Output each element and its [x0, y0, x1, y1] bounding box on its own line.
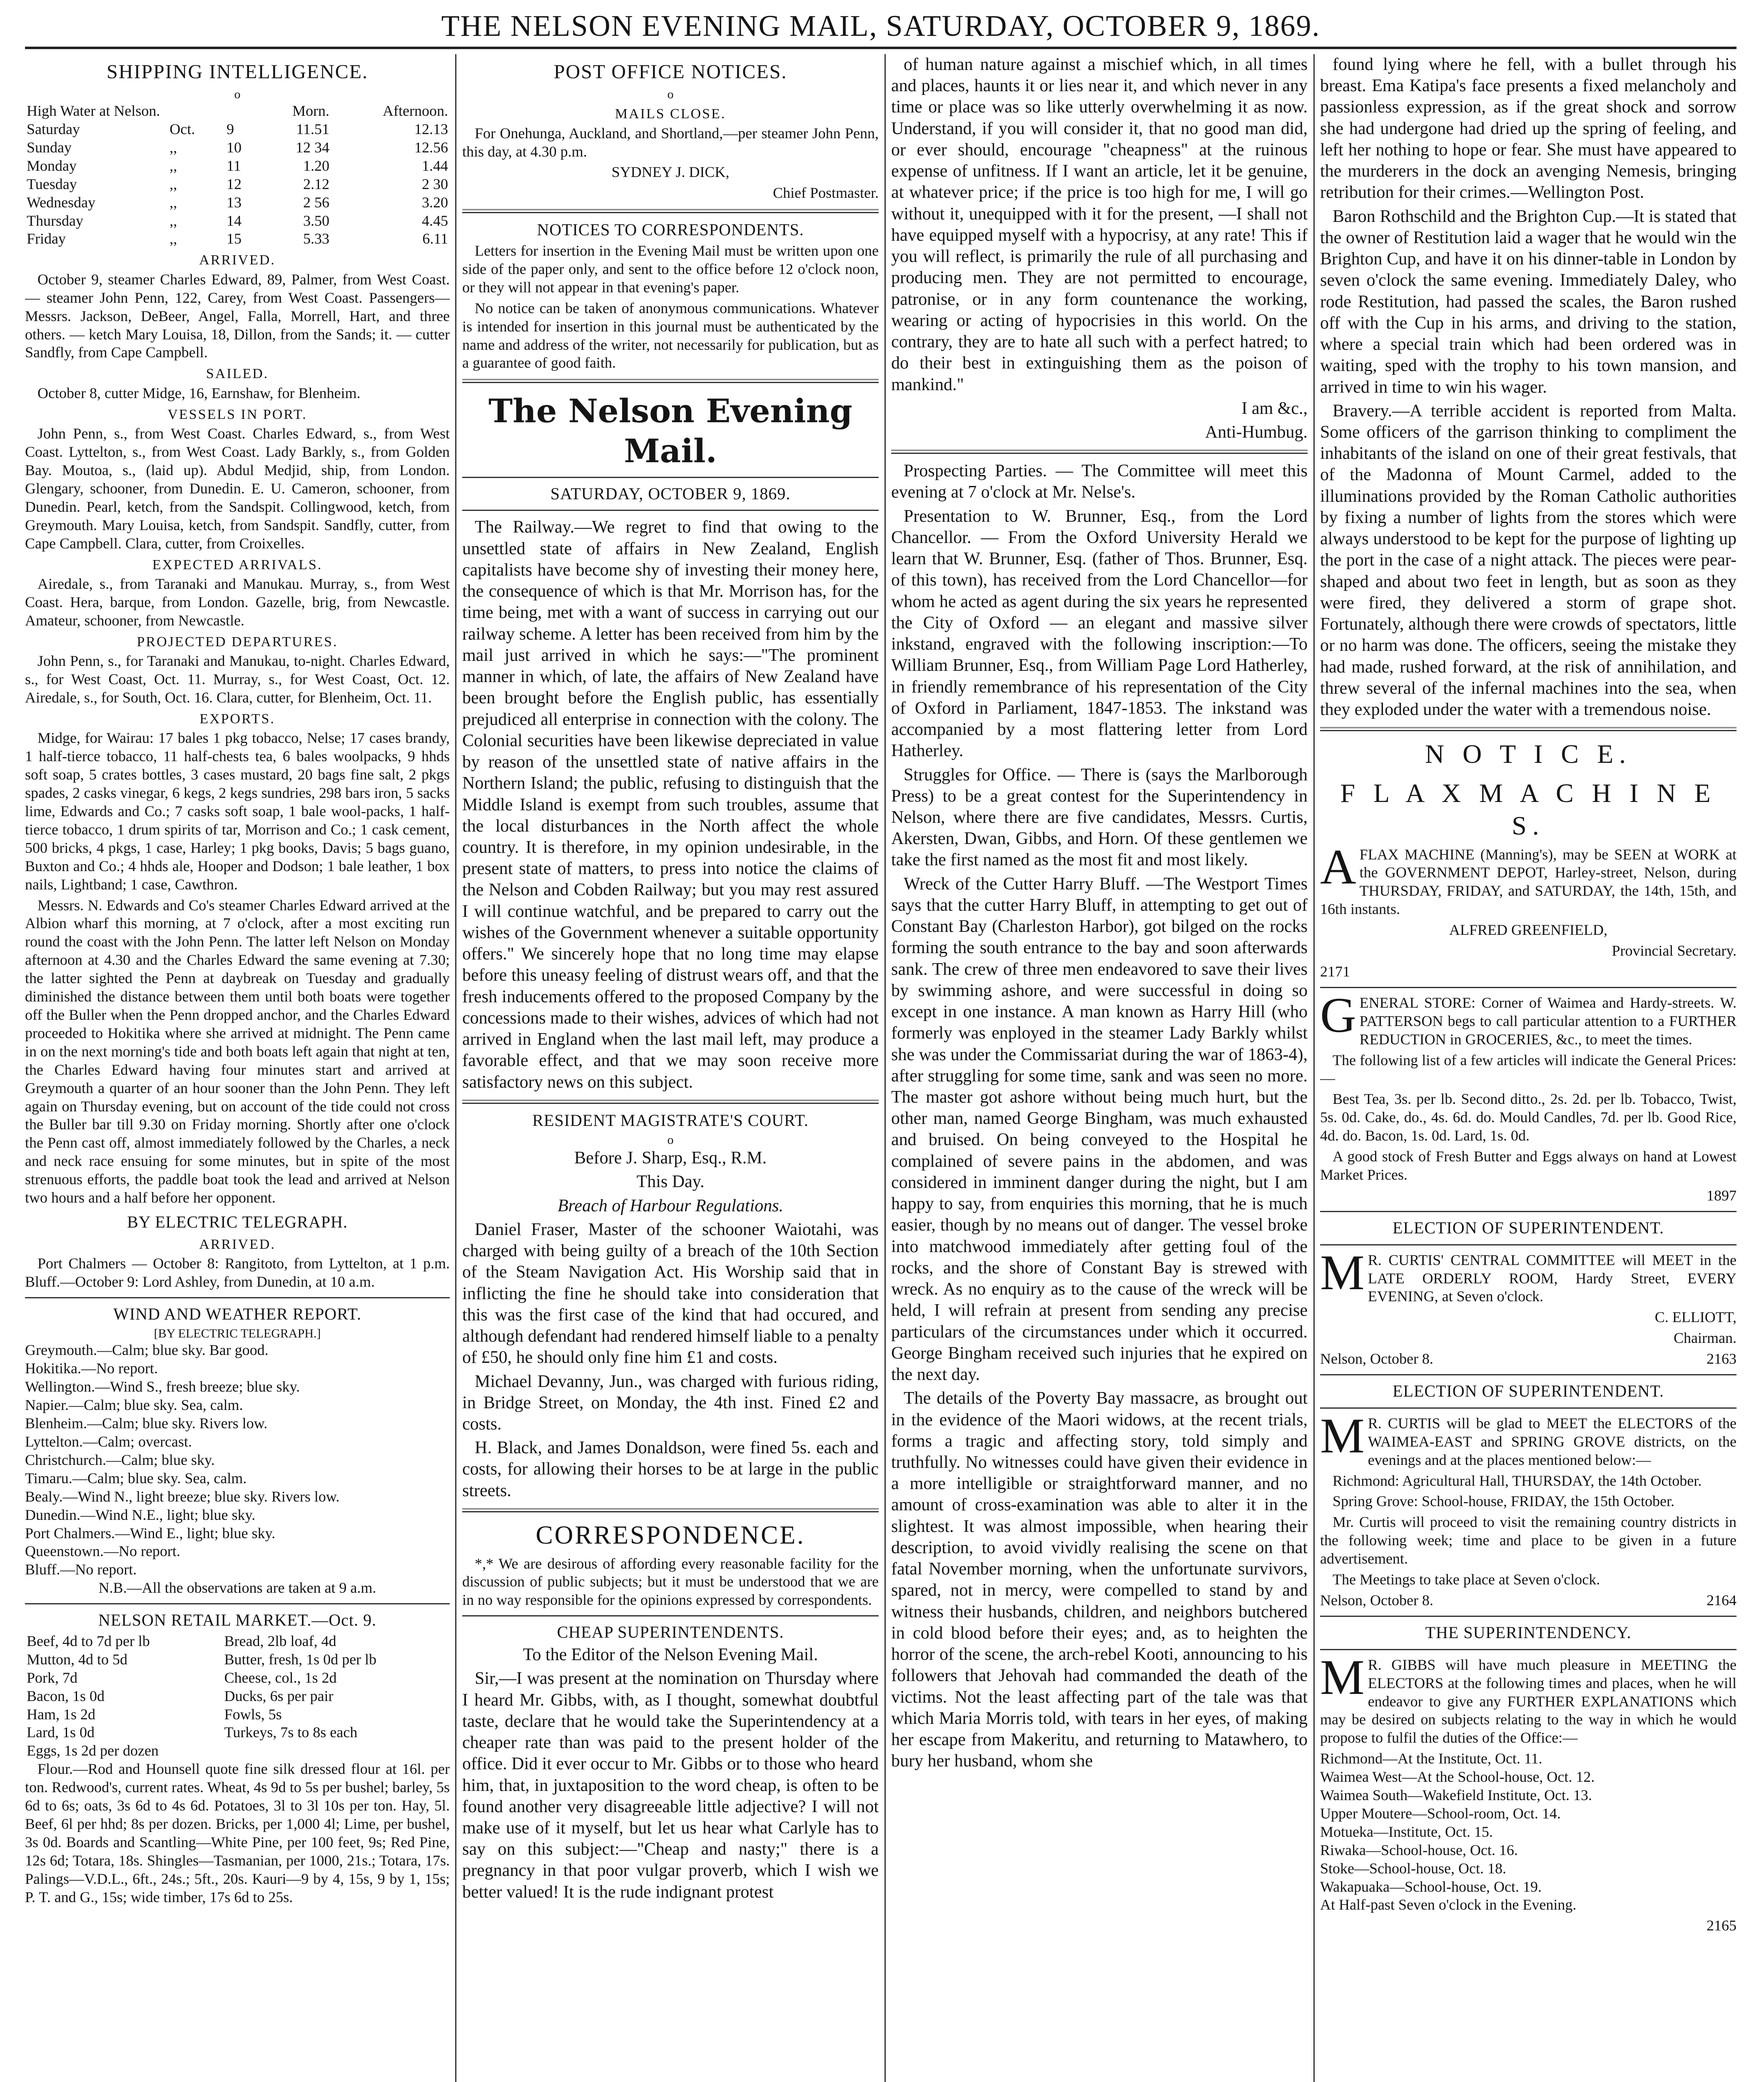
exports-heading: EXPORTS. — [199, 711, 275, 727]
weather-line: Christchurch.—Calm; blue sky. — [25, 1451, 215, 1468]
divider — [462, 1100, 879, 1104]
paper-date: SATURDAY, OCTOBER 9, 1869. — [550, 484, 791, 503]
weather-list — [25, 1341, 450, 1597]
flax-title: F L A X M A C H I N E S. — [1340, 778, 1717, 841]
divider — [462, 209, 879, 213]
election-ad: MR. CURTIS' CENTRAL COMMITTEE will MEET in the LATE ORDERLY ROOM, Hardy Street, EVERY EVENING, at Seven o'clock. — [1320, 1244, 1737, 1305]
court-case: H. Black, and James Donaldson, were fined 5s. each and costs, for allowing their horses to be at large in the public streets. — [462, 1438, 879, 1500]
notices-title: NOTICES TO CORRESPONDENTS. — [537, 220, 804, 239]
mails-heading: MAILS CLOSE. — [615, 106, 726, 122]
tide-row: Thursday ,, 14 3.50 4.45 — [27, 212, 448, 229]
market-row: Ham, 1s 2d Fowls, 5s — [27, 1706, 282, 1723]
court-title: RESIDENT MAGISTRATE'S COURT. — [532, 1111, 809, 1130]
ornament: o — [667, 87, 674, 101]
telegraph-text: Port Chalmers — October 8: Rangitoto, from Lyttelton, at 1 p.m. Bluff.—October 9: Lord Ashley, from Dunedin, at 10 a.m. — [25, 1255, 450, 1290]
ad-number: 2171 — [1320, 963, 1350, 980]
flax-sign: ALFRED GREENFIELD, — [1449, 921, 1607, 939]
store-ad: GENERAL STORE: Corner of Waimea and Hardy-streets. W. PATTERSON begs to call particular attention to a FURTHER REDUCTION in GROCERIES, &c., to meet the times. — [1320, 987, 1737, 1048]
post-sign: SYDNEY J. DICK, — [611, 164, 730, 181]
masthead-rule — [25, 47, 1737, 49]
paper-nameplate: The Nelson Evening Mail. — [488, 392, 852, 470]
weather-note: N.B.—All the observations are taken at 9 a.m. — [98, 1579, 376, 1596]
notices-p2: No notice can be taken of anonymous communications. Whatever is intended for insertion in this journal must be authenticated by the name and address of the writer, not necessarily for publication, but as a guarantee of good faith. — [462, 299, 879, 371]
weather-line: Timaru.—Calm; blue sky. Sea, calm. — [25, 1469, 247, 1487]
expected-text: Airedale, s., from Taranaki and Manukau. Murray, s., from West Coast. Hera, barque, from London. Gazelle, brig, from Newcastle. Amateur, schooner, from Newcastle. — [25, 575, 450, 629]
news-item: Prospecting Parties. — The Committee will meet this evening at 7 o'clock at Mr. Nelse's. — [891, 461, 1308, 502]
meeting-item: Motueka—Institute, Oct. 15. — [1320, 1823, 1493, 1840]
weather-line: Bealy.—Wind N., light breeze; blue sky. Rivers low. — [25, 1488, 340, 1505]
meeting-item: Waimea West—At the School-house, Oct. 12. — [1320, 1768, 1595, 1786]
flax-ad: AFLAX MACHINE (Manning's), may be SEEN at WORK at the GOVERNMENT DEPOT, Harley-street, Nelson, during THURSDAY, FRIDAY, and SATURDAY, the 14th, 15th, and 16th instants. — [1320, 839, 1737, 918]
news-item: Baron Rothschild and the Brighton Cup.—It is stated that the owner of Restitution laid a wager that he would win the Brighton Cup, and have it on his dinner-table in London by seven o'clock the same evening. Immediately Daley, who rode Restitution, had passed the scales, the Baron rushed off with the Cup in his arms, and driving to the station, where a special train which had been ordered was in waiting, sped with the trophy to his town mansion, and arrived in time to win his wager. — [1320, 207, 1737, 397]
flax-role: Provincial Secretary. — [1612, 942, 1737, 959]
news-item: found lying where he fell, with a bullet through his breast. Ema Katipa's face presents a fixed melancholy and passionless expression, as if the great shock and sorrow she had undergone had dried up the spring of feeling, and left her nothing to hope or fear. She must have appeared to the murderers in the dock an avenging Nemesis, bringing retribution for their crimes.—Wellington Post. — [1320, 55, 1737, 202]
market-title: NELSON RETAIL MARKET.—Oct. 9. — [98, 1611, 376, 1630]
news-item: Bravery.—A terrible accident is reported from Malta. Some officers of the garrison thinking to compliment the inhabitants of the island on one of their great festivals, that of the Madonna of Mount Carmel, added to the illuminations provided by the Roman Catholic authorities by fixing a number of lights from the stores which were always understood to be kept for the purpose of lighting up the port in the case of a night attack. The pieces were pear-shaped and about two feet in length, but as soon as they were fired, they delivered a storm of grape shot. Fortunately, although there were crowds of spectators, little or no harm was done. The officers, seeing the mistake they had made, rushed forward, at the risk of annihilation, and threw several of the infernal machines into the sea, when they exploded under the water with a tremendous noise. — [1320, 401, 1737, 720]
letter-body: Sir,—I was present at the nomination on Thursday where I heard Mr. Gibbs, with, as I thought, somewhat doubtful taste, declare that he would take the Superintendency at a cheaper rate than was paid to the present holder of the office. Did it ever occur to Mr. Gibbs or to those who heard him, that, in juxtaposition to the word cheap, is often to be found another very disagreeable little adjective? I will not make use of it myself, but let us hear what Carlyle has to say on this subject:—"Cheap and nasty;" there is a pregnancy in that poor vulgar proverb, which I wish we better valued! It is the rude indignant protest — [462, 1669, 879, 1902]
post-text: For Onehunga, Auckland, and Shortland,—per steamer John Penn, this day, at 4.30 p.m. — [462, 125, 879, 160]
market-row: Lard, 1s 0d Turkeys, 7s to 8s each — [27, 1724, 358, 1741]
news-item: Presentation to W. Brunner, Esq., from the Lord Chancellor. — From the Oxford University Herald we learn that W. Brunner, Esq. (father of Thos. Brunner, Esq. of this town), has received from the Lord Chancellor—for whom he acted as agent during the six years he represented the City of Oxford — an elegant and massive silver inkstand, engraved with the following inscription:—To William Brunner, Esq., from William Page Lord Hatherley, in friendly remembrance of his representation of the City of Oxford in Parliament, 1847-1853. The inkstand was accompanied by a most flattering letter from Lord Hatherley. — [891, 506, 1308, 761]
store-foot: A good stock of Fresh Butter and Eggs always on hand at Lowest Market Prices. — [1320, 1148, 1737, 1183]
election-title: ELECTION OF SUPERINTENDENT. — [1393, 1218, 1664, 1237]
weather-line: Napier.—Calm; blue sky. Sea, calm. — [25, 1397, 243, 1414]
weather-line: Hokitika.—No report. — [25, 1360, 158, 1377]
election-title: ELECTION OF SUPERINTENDENT. — [1393, 1382, 1664, 1401]
exports-text: Midge, for Wairau: 17 bales 1 pkg tobacco, Nelse; 17 cases brandy, 1 half-tierce tobacco, 11 half-chests tea, 6 bales woolpacks, 9 hhds soft soap, 5 crates bottles, 3 cases mustard, 20 bags fine salt, 2 pkgs spades, 2 casks vinegar, 6 kegs, 2 kegs sundries, 298 bars iron, 5 sacks lime, Edwards and Co.; 7 casks soft soap, 1 bale wool-packs, 1 half-tierce tobacco, 1 drum spirits of tar, Morrison and Co.; 1 cask cement, 500 bricks, 4 pkgs, 1 case, Harley; 1 pkg books, Davis; 5 bags guano, Buxton and Co.; 4 hhds ale, Hooper and Dodson; 1 bale leather, 1 box nails, Lightband; 1 case, Cawthron. — [25, 730, 450, 893]
column-2 — [462, 54, 879, 2082]
tide-row: Wednesday ,, 13 2 56 3.20 — [27, 194, 448, 211]
election-place: Richmond: Agricultural Hall, THURSDAY, the 14th October. — [1333, 1472, 1702, 1489]
store-list-intro: The following list of a few articles will indicate the General Prices:— — [1320, 1051, 1737, 1087]
tide-row: Sunday ,, 10 12 34 12.56 — [27, 139, 448, 156]
superintendency-title: THE SUPERINTENDENCY. — [1425, 1623, 1632, 1642]
election-note: Mr. Curtis will proceed to visit the remaining country districts in the following week; time and place to be given in a future advertisement. — [1320, 1514, 1737, 1567]
telegraph-arrived: ARRIVED. — [199, 1236, 276, 1252]
weather-line: Dunedin.—Wind N.E., light; blue sky. — [25, 1506, 256, 1523]
ornament: o — [234, 87, 241, 101]
court-day: This Day. — [636, 1172, 705, 1192]
letter-sign: I am &c., — [1241, 398, 1308, 418]
divider — [462, 1508, 879, 1512]
ornament: o — [667, 1133, 674, 1147]
divider — [1320, 1616, 1737, 1617]
notices-p1: Letters for insertion in the Evening Mail must be written upon one side of the paper only, and sent to the office before 12 o'clock noon, or they will not appear in that evening's paper. — [462, 242, 879, 296]
tide-row: Friday ,, 15 5.33 6.11 — [27, 230, 448, 247]
meeting-item: Stoke—School-house, Oct. 18. — [1320, 1860, 1506, 1877]
meeting-list — [1320, 1750, 1737, 1896]
tide-header: Morn. — [292, 102, 329, 120]
post-title: POST OFFICE NOTICES. — [553, 61, 787, 83]
ad-number: 2165 — [1707, 1917, 1737, 1934]
weather-line: Blenheim.—Calm; blue sky. Rivers low. — [25, 1415, 268, 1432]
sailed-text: October 8, cutter Midge, 16, Earnshaw, for Blenheim. — [37, 384, 361, 401]
sailed-heading: SAILED. — [206, 366, 269, 382]
store-prices: Best Tea, 3s. per lb. Second ditto., 2s. 2d. per lb. Tobacco, Twist, 5s. 0d. Cake, do., 4s. 6d. do. Mould Candles, 7d. per lb. Good Rice, 4d. do. Bacon, 1s. 0d. Lard, 1s. 0d. — [1320, 1091, 1737, 1144]
correspondence-note: *,* We are desirous of affording every reasonable facility for the discussion of public subjects; but it must be understood that we are in no way responsible for the opinions expressed by correspondents. — [462, 1555, 879, 1609]
meeting-item: Riwaka—School-house, Oct. 16. — [1320, 1841, 1518, 1858]
election-role: Chairman. — [1674, 1330, 1737, 1347]
market-text: Flour.—Rod and Hounsell quote fine silk dressed flour at 16l. per ton. Redwood's, current rates. Wheat, 4s 9d to 5s per bushel; barley, 5s 6d to 6s; oats, 3s 6d to 4s 6d. Potatoes, 3l to 3l 10s per ton. Hay, 5l. Beef, 6l per hhd; 8s per dozen. Bricks, per 1,000 4l; Lime, per bushel, 3s 0d. Boards and Scantling—White Pine, per 100 feet, 9s; Red Pine, 12s 6d; Totara, 18s. Shingles—Tasmanian, per 1000, 21s.; Totara, 17s. Palings—V.D.L., 6ft., 24s.; 5ft., 20s. Kauri—9 by 4, 15s, 9 by 1, 15s; P. T. and G., 15s; wide timber, 17s 6d to 25s. — [25, 1761, 450, 1905]
column-3 — [891, 54, 1308, 2082]
shipping-report: Messrs. N. Edwards and Co's steamer Charles Edward arrived at the Albion wharf this morning, at 7 o'clock, after a most exciting run round the coast with the John Penn. The latter left Nelson on Monday afternoon at 4.30 and the Charles Edward the same evening at 7.30; the latter sighted the Penn at daybreak on Tuesday and gradually diminished the distance between them until both boats were together off the Buller when the Penn dropped anchor, and the Charles Edward proceeded to Hokitika where she arrived at midnight. The Penn came in on the next morning's tide and both boats left again that night at ten, the Charles Edward having four minutes start and arrived at Greymouth a quarter of an hour sooner than the John Penn. They left again on Thursday evening, but on account of the tide could not cross the Buller bar till 9.30 on Friday morning. Shortly after one o'clock the Penn cast off, almost immediately followed by the Charles, a neck and neck race ensuing for some minutes, but in spite of the most strenuous efforts, the paddle boat took the lead and arrived at Nelson two hours and a half before her opponent. — [25, 897, 450, 1206]
election-sign: C. ELLIOTT, — [1654, 1309, 1737, 1326]
divider — [1320, 727, 1737, 731]
meeting-item: Waimea South—Wakefield Institute, Oct. 13. — [1320, 1787, 1592, 1804]
vessels-heading: VESSELS IN PORT. — [167, 406, 307, 422]
divider — [1320, 987, 1737, 988]
weather-line: Greymouth.—Calm; blue sky. Bar good. — [25, 1342, 269, 1359]
news-item: Struggles for Office. — There is (says the Marlborough Press) to be a great contest for the Superintendency in Nelson, where there are five candidates, Messrs. Curtis, Akersten, Dwan, Gibbs, and Horn. Of these gentlemen we take the first named as the most fit and most likely. — [891, 765, 1308, 870]
weather-line: Bluff.—No report. — [25, 1561, 137, 1578]
leader-article: The Railway.—We regret to find that owing to the unsettled state of affairs in New Zealand, English capitalists have become shy of investing their money here, the consequence of which is that Mr. Morrison has, for the time being, met with a want of success in carrying out our railway scheme. A letter has been received from him by the mail just arrived in which he says:—"The prominent manner in which, of late, the affairs of New Zealand have been brought before the English public, has essentially prejudiced all enterprise in connection with the colony. The Colonial securities have been likewise depreciated in value by reason of the unsettled state of native affairs in the Northern Island; the public, refusing to distinguish that the Middle Island is exempt from such troubles, assume that the local disturbances in the North affect the whole country. It is therefore, in my opinion undesirable, in the present state of matters, to press into notice the claims of the Nelson and Cobden Railway; but you may rest assured I will continue watchful, and be prepared to carry out the wishes of the Government whenever a suitable opportunity offers." We sincerely hope that no long time may elapse before this uneasy feeling of distrust wears off, and that the fresh inducements offered to the proposed Company by the concessions made to their wishes, advices of which had not arrived in England when the last mail left, may produce a favorable effect, and that we may soon receive more satisfactory news on this subject. — [462, 518, 879, 1092]
meeting-item: Wakapuaka—School-house, Oct. 19. — [1320, 1878, 1542, 1895]
telegraph-heading: BY ELECTRIC TELEGRAPH. — [127, 1212, 348, 1231]
arrived-heading: ARRIVED. — [199, 252, 276, 268]
divider — [1320, 1244, 1737, 1245]
ad-number: 1897 — [1707, 1187, 1737, 1204]
market-row: Pork, 7d Cheese, col., 1s 2d — [27, 1669, 337, 1686]
market-row: Bacon, 1s 0d Ducks, 6s per pair — [27, 1687, 334, 1704]
divider — [1320, 1649, 1737, 1650]
weather-line: Queenstown.—No report. — [25, 1543, 180, 1560]
divider — [1320, 1407, 1737, 1409]
election-date: Nelson, October 8. 2164 — [1320, 1591, 1737, 1610]
column-rule — [455, 54, 456, 2082]
column-4 — [1320, 54, 1737, 2082]
tide-header: High Water at Nelson. — [27, 102, 160, 120]
election-ad: MR. CURTIS will be glad to MEET the ELECTORS of the WAIMEA-EAST and SPRING GROVE districts, on the evenings and at the places mentioned below:— — [1320, 1407, 1737, 1468]
tide-table — [25, 102, 450, 248]
superintendency-foot: At Half-past Seven o'clock in the Evening. — [1320, 1896, 1577, 1913]
post-role: Chief Postmaster. — [773, 184, 879, 202]
market-row: Mutton, 4d to 5d Butter, fresh, 1s 0d per lb — [27, 1651, 377, 1668]
letter-to: To the Editor of the Nelson Evening Mail. — [523, 1645, 818, 1665]
correspondence-title: CORRESPONDENCE. — [536, 1521, 805, 1549]
divider — [891, 450, 1308, 454]
arrived-text: October 9, steamer Charles Edward, 89, Palmer, from West Coast. — steamer John Penn, 122, Carey, from West Coast. Passengers—Messrs. Jackson, DeBeer, Angel, Falla, Morrell, Hart, and three others. — ketch Mary Louisa, 18, Dillon, from the Sands; it. — cutter Sandfly, from Cape Campbell. — [25, 271, 450, 361]
shipping-title: SHIPPING INTELLIGENCE. — [107, 61, 368, 83]
news-item: The details of the Poverty Bay massacre, as brought out in the evidence of the Maori widows, at the recent trials, forms a tragic and affecting story, told simply and truthfully. No witnesses could have given their evidence in a more intelligible or straightforward manner, and no amount of cross-examination was able to alter it in the slightest. It was almost impossible, when hearing their description, to avoid vividly realising the scene on that fatal November morning, when the unfortunate survivors, spared, not in mercy, were compelled to stand by and witness their husbands, children, and neighbors butchered in cold blood before their eyes; and, as to heighten the horror of the scene, the arch-rebel Kooti, announcing to his followers that Jehovah had commanded the death of the victims. Not the least affecting part of the tale was that which Maria Morris told, with tears in her eyes, of making her escape from Makeritu, and returning to Matawhero, to bury her husband, whom she — [891, 1389, 1308, 1771]
weather-line: Lyttelton.—Calm; overcast. — [25, 1433, 192, 1450]
divider — [1320, 1374, 1737, 1375]
projected-text: John Penn, s., for Taranaki and Manukau, to-night. Charles Edward, s., for West Coast, Oct. 11. Murray, s., for West Coast, Oct. 12. Airedale, s., for South, Oct. 16. Clara, cutter, for Blenheim, Oct. 11. — [25, 652, 450, 706]
tide-row: Tuesday ,, 12 2.12 2 30 — [27, 175, 448, 192]
weather-line: Port Chalmers.—Wind E., light; blue sky. — [25, 1524, 276, 1542]
news-item: Wreck of the Cutter Harry Bluff. —The Westport Times says that the cutter Harry Bluff, in attempting to get out of Constant Bay (Charleston Harbor), got bilged on the rocks forming the south entrance to the bay and soon afterwards sank. The crew of three men endeavored to save their lives by swimming ashore, and were successful in doing so except in one instance. A man known as Harry Hill (who formerly was enployed in the steamer Lady Barkly whilst she was under the Commissariat during the war of 1863-4), after struggling for some time, sank and was seen no more. The master got ashore without being much hurt, but the other man, named George Bingham, was much exhausted and bruised. On being conveyed to the Hospital he complained of severe pains in the abdomen, and was considered in imminent danger during the night, but I am happy to say, from enquiries this morning, that he is much easier, though by no means out of danger. The vessel broke into matchwood immediately after getting foul of the rocks, and the shore of Constant Bay is strewed with wreck. As no enquiry as to the cause of the wreck will be held, I will refrain at present from sending any precise particulars of the circumstances under which it occurred. George Bingham received such injuries that he expired on the next day. — [891, 874, 1308, 1385]
letter-title: CHEAP SUPERINTENDENTS. — [557, 1623, 784, 1642]
divider — [462, 477, 879, 478]
column-1 — [25, 54, 450, 2082]
divider — [462, 1615, 879, 1616]
column-rule — [1313, 54, 1315, 2082]
meeting-item: Upper Moutere—School-room, Oct. 14. — [1320, 1805, 1561, 1822]
divider — [462, 510, 879, 511]
court-case: Michael Devanny, Jun., was charged with furious riding, in Bridge Street, on Monday, the 4th inst. Fined £2 and costs. — [462, 1372, 879, 1434]
superintendency-ad: MR. GIBBS will have much pleasure in MEETING the ELECTORS at the following times and places, when he will endeavor to give any FURTHER EXPLANATIONS which may be desired on subjects relating to the way in which he would propose to fulfil the duties of the Office:— — [1320, 1649, 1737, 1746]
divider — [25, 1603, 450, 1604]
election-date: Nelson, October 8. 2163 — [1320, 1350, 1737, 1368]
letter-signature: Anti-Humbug. — [1205, 422, 1308, 442]
ad-number: 2163 — [1707, 1350, 1737, 1367]
weather-sub: [BY ELECTRIC TELEGRAPH.] — [154, 1326, 321, 1340]
weather-title: WIND AND WEATHER REPORT. — [113, 1305, 361, 1324]
court-subject: Breach of Harbour Regulations. — [557, 1196, 784, 1215]
court-case: Daniel Fraser, Master of the schooner Waiotahi, was charged with being guilty of a breach of the 10th Section of the Steam Navigation Act. His Worship said that in inflicting the fine he should take into consideration that this was the first case of the kind that had occured, and although defendant had rendered himself liable to a penalty of £50, he should only fine him £1 and costs. — [462, 1220, 879, 1367]
divider — [1320, 1211, 1737, 1212]
divider — [25, 1297, 450, 1298]
letter-continued: of human nature against a mischief which, in all times and places, haunts it or lies near it, and which never in any time or place was so like utterly overwhelming it as now. Understand, if you will consider it, that no good man did, or ever should, encourage "cheapness" at the ruinous expense of unfitness. If I want an article, let it be genuine, at whatever price; if the price is too high for me, I will go without it, unequipped with it for the present, —I shall not have equipped myself with a hypocrisy, at any rate! This if you will reflect, is primarily the rule of all purchasing and producing men. They are not permitted to encourage, patronise, or in any form countenance the working, wearing or acting of hypocrisies in this world. On the contrary, they are to hate all such with a perfect hatred; to do their best in extinguishing them as the poison of mankind." — [891, 55, 1308, 394]
tide-header: Afternoon. — [383, 102, 448, 120]
column-rule — [884, 54, 886, 2082]
divider — [462, 379, 879, 383]
election-note: The Meetings to take place at Seven o'clock. — [1333, 1571, 1600, 1588]
ad-number: 2164 — [1707, 1592, 1737, 1609]
weather-line: Wellington.—Wind S., fresh breeze; blue sky. — [25, 1378, 300, 1395]
expected-heading: EXPECTED ARRIVALS. — [152, 557, 323, 573]
masthead: THE NELSON EVENING MAIL, SATURDAY, OCTOBER 9, 1869. — [441, 9, 1321, 42]
election-place: Spring Grove: School-house, FRIDAY, the 15th October. — [1333, 1493, 1674, 1510]
vessels-text: John Penn, s., from West Coast. Charles Edward, s., from West Coast. Lyttelton, s., from West Coast. Lady Barkly, s., from Golden Bay. Moutoa, s., (laid up). Abdul Medjid, ship, from London. Glengary, schooner, from Dunedin. E. U. Cameron, schooner, from Dunedin. Pearl, ketch, from the Sandspit. Collingwood, ketch, from Greymouth. Mary Louisa, ketch, from Sandspit. Sandfly, cutter, from Cape Campbell. Clara, cutter, from Croixelles. — [25, 425, 450, 552]
meeting-item: Richmond—At the Institute, Oct. 11. — [1320, 1750, 1542, 1767]
projected-heading: PROJECTED DEPARTURES. — [137, 634, 338, 650]
court-before: Before J. Sharp, Esq., R.M. — [574, 1148, 767, 1168]
notice-title: N O T I C E. — [1425, 739, 1632, 769]
market-row: Beef, 4d to 7d per lb Bread, 2lb loaf, 4d — [27, 1632, 336, 1649]
market-table — [25, 1632, 450, 1760]
tide-row: Saturday Oct. 9 11.51 12.13 — [27, 121, 448, 138]
market-row: Eggs, 1s 2d per dozen — [27, 1742, 159, 1759]
tide-row: Monday ,, 11 1.20 1.44 — [27, 157, 448, 174]
